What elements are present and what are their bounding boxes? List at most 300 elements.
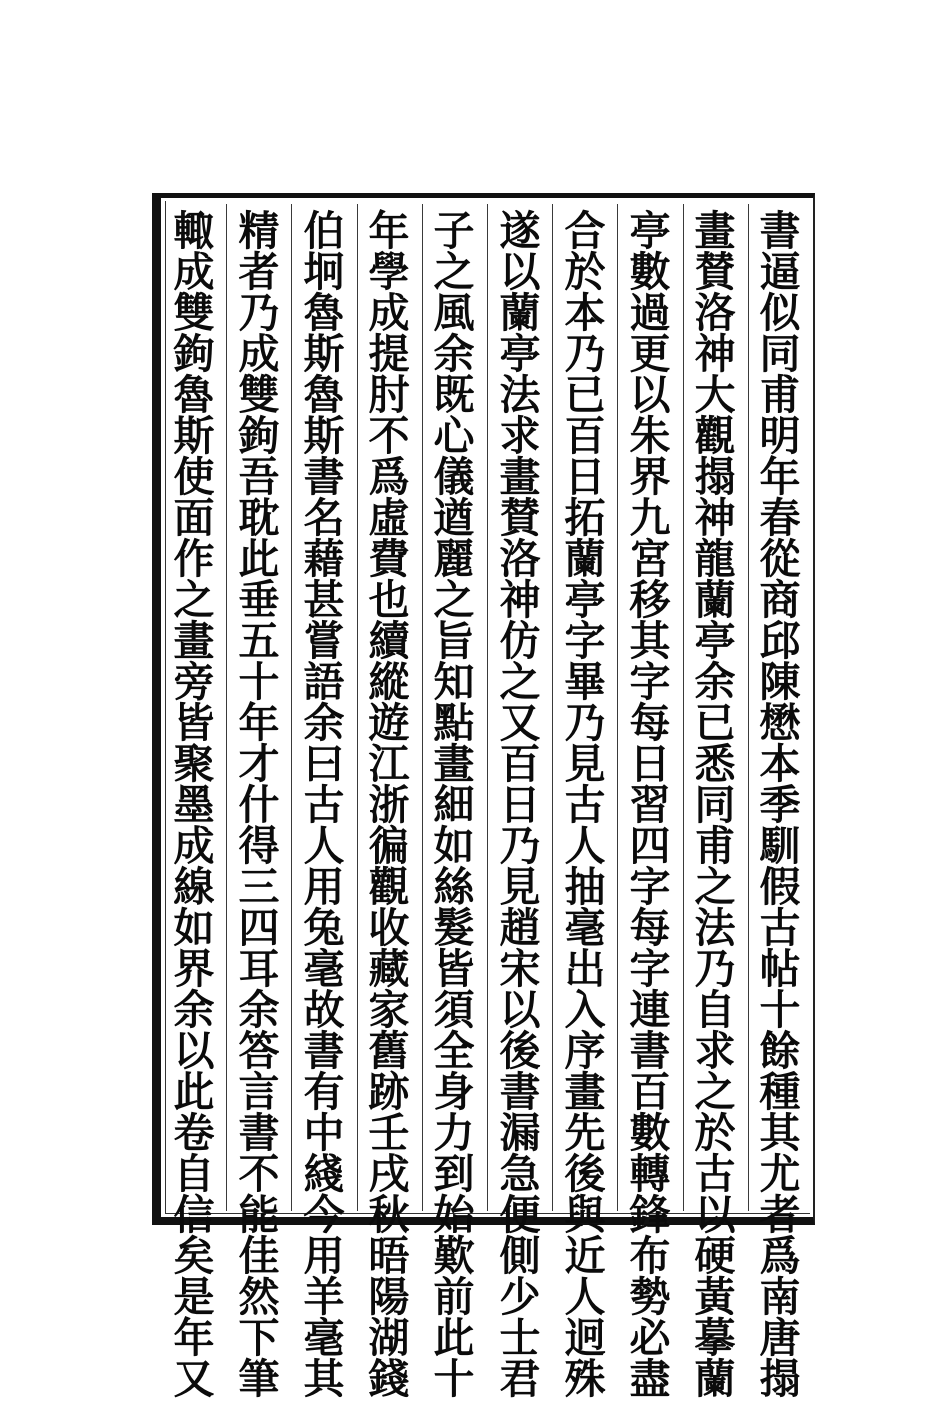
glyph: 四 bbox=[629, 822, 671, 870]
glyph: 麗 bbox=[433, 535, 475, 583]
glyph: 陳 bbox=[759, 658, 801, 706]
glyph: 少 bbox=[499, 1273, 541, 1321]
glyph: 字 bbox=[629, 658, 671, 706]
glyph: 遒 bbox=[433, 494, 475, 542]
glyph: 亭 bbox=[564, 576, 606, 624]
glyph: 其 bbox=[303, 1355, 345, 1403]
glyph: 賛 bbox=[499, 494, 541, 542]
glyph: 此 bbox=[433, 1314, 475, 1362]
glyph: 卷 bbox=[173, 1109, 215, 1157]
glyph: 之 bbox=[694, 1068, 736, 1116]
glyph: 人 bbox=[564, 822, 606, 870]
glyph: 斯 bbox=[303, 412, 345, 460]
glyph: 洛 bbox=[694, 289, 736, 337]
glyph: 急 bbox=[499, 1150, 541, 1198]
glyph: 界 bbox=[173, 945, 215, 993]
glyph: 便 bbox=[499, 1191, 541, 1239]
column-divider bbox=[683, 204, 684, 1211]
glyph: 乃 bbox=[238, 289, 280, 337]
glyph: 九 bbox=[629, 494, 671, 542]
glyph: 餘 bbox=[759, 1027, 801, 1075]
glyph: 亭 bbox=[694, 617, 736, 665]
glyph: 作 bbox=[173, 535, 215, 583]
glyph: 甚 bbox=[303, 576, 345, 624]
glyph: 前 bbox=[433, 1273, 475, 1321]
glyph: 余 bbox=[433, 330, 475, 378]
glyph: 錢 bbox=[368, 1355, 410, 1403]
glyph: 人 bbox=[564, 1273, 606, 1321]
glyph: 蘭 bbox=[694, 1355, 736, 1403]
glyph: 面 bbox=[173, 494, 215, 542]
glyph: 硬 bbox=[694, 1232, 736, 1280]
glyph: 法 bbox=[694, 904, 736, 952]
glyph: 神 bbox=[694, 330, 736, 378]
glyph: 使 bbox=[173, 453, 215, 501]
glyph: 同 bbox=[759, 330, 801, 378]
glyph: 也 bbox=[368, 576, 410, 624]
glyph: 以 bbox=[694, 1191, 736, 1239]
glyph: 此 bbox=[238, 535, 280, 583]
glyph: 用 bbox=[303, 1232, 345, 1280]
glyph: 藏 bbox=[368, 945, 410, 993]
glyph: 側 bbox=[499, 1232, 541, 1280]
glyph: 已 bbox=[694, 699, 736, 747]
glyph: 跡 bbox=[368, 1068, 410, 1116]
glyph: 畫 bbox=[433, 740, 475, 788]
glyph: 知 bbox=[433, 658, 475, 706]
glyph: 歎 bbox=[433, 1232, 475, 1280]
glyph: 觀 bbox=[368, 863, 410, 911]
glyph: 神 bbox=[694, 494, 736, 542]
glyph: 舊 bbox=[368, 1027, 410, 1075]
glyph: 亭 bbox=[499, 330, 541, 378]
glyph: 邱 bbox=[759, 617, 801, 665]
glyph: 更 bbox=[629, 330, 671, 378]
glyph: 須 bbox=[433, 986, 475, 1034]
glyph: 才 bbox=[238, 740, 280, 788]
glyph: 五 bbox=[238, 617, 280, 665]
glyph: 之 bbox=[694, 863, 736, 911]
glyph: 求 bbox=[694, 1027, 736, 1075]
glyph: 馴 bbox=[759, 822, 801, 870]
glyph: 余 bbox=[173, 986, 215, 1034]
glyph: 坰 bbox=[303, 248, 345, 296]
text-column-10 bbox=[167, 207, 221, 1403]
glyph: 日 bbox=[499, 781, 541, 829]
glyph: 於 bbox=[564, 248, 606, 296]
glyph: 羊 bbox=[303, 1273, 345, 1321]
glyph: 垂 bbox=[238, 576, 280, 624]
glyph: 百 bbox=[499, 740, 541, 788]
glyph: 提 bbox=[368, 330, 410, 378]
glyph: 大 bbox=[694, 371, 736, 419]
glyph: 合 bbox=[564, 207, 606, 255]
text-column-1 bbox=[753, 207, 807, 1403]
glyph: 字 bbox=[629, 945, 671, 993]
glyph: 宮 bbox=[629, 535, 671, 583]
glyph: 徧 bbox=[368, 822, 410, 870]
glyph: 吾 bbox=[238, 453, 280, 501]
glyph: 入 bbox=[564, 986, 606, 1034]
glyph: 輙 bbox=[173, 207, 215, 255]
glyph: 畫 bbox=[564, 1068, 606, 1116]
glyph: 畫 bbox=[499, 453, 541, 501]
glyph: 後 bbox=[499, 1027, 541, 1075]
glyph: 從 bbox=[759, 535, 801, 583]
glyph: 本 bbox=[759, 740, 801, 788]
glyph: 佳 bbox=[238, 1232, 280, 1280]
glyph: 以 bbox=[629, 371, 671, 419]
glyph: 髮 bbox=[433, 904, 475, 952]
glyph: 已 bbox=[564, 371, 606, 419]
glyph: 於 bbox=[694, 1109, 736, 1157]
glyph: 毫 bbox=[303, 1314, 345, 1362]
glyph: 言 bbox=[238, 1068, 280, 1116]
glyph: 書 bbox=[499, 1068, 541, 1116]
glyph: 鉤 bbox=[173, 330, 215, 378]
glyph: 古 bbox=[694, 1150, 736, 1198]
glyph: 懋 bbox=[759, 699, 801, 747]
glyph: 書 bbox=[629, 1027, 671, 1075]
glyph: 數 bbox=[629, 1109, 671, 1157]
glyph: 余 bbox=[694, 658, 736, 706]
glyph: 自 bbox=[694, 986, 736, 1034]
glyph: 伯 bbox=[303, 207, 345, 255]
glyph: 神 bbox=[499, 576, 541, 624]
glyph: 儀 bbox=[433, 453, 475, 501]
glyph: 書 bbox=[303, 453, 345, 501]
glyph: 界 bbox=[629, 453, 671, 501]
text-frame bbox=[152, 193, 815, 1403]
glyph: 兔 bbox=[303, 904, 345, 952]
glyph: 本 bbox=[564, 289, 606, 337]
glyph: 三 bbox=[238, 863, 280, 911]
glyph: 乃 bbox=[499, 822, 541, 870]
glyph: 湖 bbox=[368, 1314, 410, 1362]
text-column-8 bbox=[297, 207, 351, 1403]
text-column-2 bbox=[688, 207, 742, 1403]
glyph: 拓 bbox=[564, 494, 606, 542]
glyph: 搨 bbox=[694, 453, 736, 501]
glyph: 下 bbox=[238, 1314, 280, 1362]
glyph: 種 bbox=[759, 1068, 801, 1116]
glyph: 細 bbox=[433, 781, 475, 829]
glyph: 墨 bbox=[173, 781, 215, 829]
glyph: 蘭 bbox=[564, 535, 606, 583]
glyph: 似 bbox=[759, 289, 801, 337]
glyph: 商 bbox=[759, 576, 801, 624]
glyph: 皆 bbox=[173, 699, 215, 747]
glyph: 之 bbox=[433, 576, 475, 624]
glyph: 力 bbox=[433, 1109, 475, 1157]
glyph: 數 bbox=[629, 248, 671, 296]
glyph: 有 bbox=[303, 1068, 345, 1116]
column-divider bbox=[357, 204, 358, 1211]
glyph: 布 bbox=[629, 1232, 671, 1280]
glyph: 士 bbox=[499, 1314, 541, 1362]
glyph: 乃 bbox=[564, 699, 606, 747]
glyph: 習 bbox=[629, 781, 671, 829]
glyph: 以 bbox=[173, 1027, 215, 1075]
glyph: 今 bbox=[303, 1191, 345, 1239]
glyph: 尤 bbox=[759, 1150, 801, 1198]
glyph: 家 bbox=[368, 986, 410, 1034]
glyph: 毫 bbox=[303, 945, 345, 993]
glyph: 語 bbox=[303, 658, 345, 706]
glyph: 移 bbox=[629, 576, 671, 624]
glyph: 乃 bbox=[564, 330, 606, 378]
glyph: 人 bbox=[303, 822, 345, 870]
glyph: 春 bbox=[759, 494, 801, 542]
glyph: 蘭 bbox=[499, 289, 541, 337]
glyph: 與 bbox=[564, 1191, 606, 1239]
glyph: 得 bbox=[238, 822, 280, 870]
glyph: 字 bbox=[629, 863, 671, 911]
glyph: 之 bbox=[173, 576, 215, 624]
glyph: 先 bbox=[564, 1109, 606, 1157]
glyph: 十 bbox=[238, 658, 280, 706]
glyph: 魯 bbox=[173, 371, 215, 419]
glyph: 費 bbox=[368, 535, 410, 583]
glyph: 十 bbox=[433, 1355, 475, 1403]
glyph: 魯 bbox=[303, 289, 345, 337]
text-column-7 bbox=[362, 207, 416, 1403]
column-divider bbox=[226, 204, 227, 1211]
column-divider bbox=[422, 204, 423, 1211]
glyph: 君 bbox=[499, 1355, 541, 1403]
glyph: 綫 bbox=[303, 1150, 345, 1198]
glyph: 收 bbox=[368, 904, 410, 952]
column-divider bbox=[617, 204, 618, 1211]
glyph: 畫 bbox=[694, 207, 736, 255]
glyph: 逼 bbox=[759, 248, 801, 296]
glyph: 抽 bbox=[564, 863, 606, 911]
glyph: 殊 bbox=[564, 1355, 606, 1403]
text-column-4 bbox=[558, 207, 612, 1403]
glyph: 信 bbox=[173, 1191, 215, 1239]
glyph: 序 bbox=[564, 1027, 606, 1075]
glyph: 轉 bbox=[629, 1150, 671, 1198]
glyph: 到 bbox=[433, 1150, 475, 1198]
glyph: 必 bbox=[629, 1314, 671, 1362]
glyph: 耽 bbox=[238, 494, 280, 542]
glyph: 賛 bbox=[694, 248, 736, 296]
glyph: 風 bbox=[433, 289, 475, 337]
glyph: 畢 bbox=[564, 658, 606, 706]
glyph: 亭 bbox=[629, 207, 671, 255]
glyph: 又 bbox=[173, 1355, 215, 1403]
glyph: 陽 bbox=[368, 1273, 410, 1321]
glyph: 觀 bbox=[694, 412, 736, 460]
glyph: 勢 bbox=[629, 1273, 671, 1321]
glyph: 仿 bbox=[499, 617, 541, 665]
glyph: 其 bbox=[759, 1109, 801, 1157]
glyph: 出 bbox=[564, 945, 606, 993]
glyph: 線 bbox=[173, 863, 215, 911]
glyph: 漏 bbox=[499, 1109, 541, 1157]
glyph: 嘗 bbox=[303, 617, 345, 665]
glyph: 以 bbox=[499, 986, 541, 1034]
glyph: 余 bbox=[303, 699, 345, 747]
glyph: 然 bbox=[238, 1273, 280, 1321]
glyph: 江 bbox=[368, 740, 410, 788]
glyph: 答 bbox=[238, 1027, 280, 1075]
glyph: 朱 bbox=[629, 412, 671, 460]
glyph: 四 bbox=[238, 904, 280, 952]
glyph: 雙 bbox=[238, 371, 280, 419]
glyph: 盡 bbox=[629, 1355, 671, 1403]
glyph: 字 bbox=[564, 617, 606, 665]
glyph: 成 bbox=[173, 248, 215, 296]
glyph: 始 bbox=[433, 1191, 475, 1239]
text-column-9 bbox=[232, 207, 286, 1403]
glyph: 同 bbox=[694, 781, 736, 829]
glyph: 唐 bbox=[759, 1314, 801, 1362]
glyph: 筆 bbox=[238, 1355, 280, 1403]
glyph: 不 bbox=[238, 1150, 280, 1198]
glyph: 縱 bbox=[368, 658, 410, 706]
glyph: 成 bbox=[368, 289, 410, 337]
glyph: 全 bbox=[433, 1027, 475, 1075]
glyph: 畫 bbox=[173, 617, 215, 665]
glyph: 不 bbox=[368, 412, 410, 460]
glyph: 書 bbox=[238, 1109, 280, 1157]
glyph: 中 bbox=[303, 1109, 345, 1157]
glyph: 浙 bbox=[368, 781, 410, 829]
glyph: 百 bbox=[629, 1068, 671, 1116]
glyph: 近 bbox=[564, 1232, 606, 1280]
glyph: 是 bbox=[173, 1273, 215, 1321]
glyph: 季 bbox=[759, 781, 801, 829]
glyph: 者 bbox=[238, 248, 280, 296]
glyph: 如 bbox=[433, 822, 475, 870]
glyph: 皆 bbox=[433, 945, 475, 993]
glyph: 年 bbox=[368, 207, 410, 255]
glyph: 成 bbox=[238, 330, 280, 378]
glyph: 古 bbox=[759, 904, 801, 952]
glyph: 者 bbox=[759, 1191, 801, 1239]
glyph: 之 bbox=[433, 248, 475, 296]
glyph: 日 bbox=[564, 453, 606, 501]
glyph: 帖 bbox=[759, 945, 801, 993]
glyph: 魯 bbox=[303, 371, 345, 419]
glyph: 心 bbox=[433, 412, 475, 460]
glyph: 之 bbox=[499, 658, 541, 706]
glyph: 悉 bbox=[694, 740, 736, 788]
glyph: 以 bbox=[499, 248, 541, 296]
glyph: 乃 bbox=[694, 945, 736, 993]
glyph: 十 bbox=[759, 986, 801, 1034]
glyph: 鋒 bbox=[629, 1191, 671, 1239]
glyph: 黃 bbox=[694, 1273, 736, 1321]
text-column-3 bbox=[623, 207, 677, 1403]
glyph: 聚 bbox=[173, 740, 215, 788]
glyph: 過 bbox=[629, 289, 671, 337]
glyph: 爲 bbox=[368, 453, 410, 501]
text-column-6 bbox=[427, 207, 481, 1403]
glyph: 精 bbox=[238, 207, 280, 255]
glyph: 假 bbox=[759, 863, 801, 911]
glyph: 法 bbox=[499, 371, 541, 419]
glyph: 余 bbox=[238, 986, 280, 1034]
text-columns bbox=[161, 198, 813, 1403]
glyph: 洛 bbox=[499, 535, 541, 583]
glyph: 鉤 bbox=[238, 412, 280, 460]
glyph: 什 bbox=[238, 781, 280, 829]
glyph: 書 bbox=[759, 207, 801, 255]
glyph: 肘 bbox=[368, 371, 410, 419]
glyph: 其 bbox=[629, 617, 671, 665]
glyph: 學 bbox=[368, 248, 410, 296]
glyph: 見 bbox=[564, 740, 606, 788]
column-divider bbox=[487, 204, 488, 1211]
glyph: 又 bbox=[499, 699, 541, 747]
glyph: 甫 bbox=[759, 371, 801, 419]
glyph: 南 bbox=[759, 1273, 801, 1321]
glyph: 秋 bbox=[368, 1191, 410, 1239]
glyph: 斯 bbox=[303, 330, 345, 378]
glyph: 成 bbox=[173, 822, 215, 870]
glyph: 年 bbox=[759, 453, 801, 501]
glyph: 龍 bbox=[694, 535, 736, 583]
glyph: 古 bbox=[564, 781, 606, 829]
glyph: 曰 bbox=[303, 740, 345, 788]
glyph: 虛 bbox=[368, 494, 410, 542]
glyph: 搨 bbox=[759, 1355, 801, 1403]
glyph: 斯 bbox=[173, 412, 215, 460]
column-divider bbox=[552, 204, 553, 1211]
glyph: 此 bbox=[173, 1068, 215, 1116]
glyph: 古 bbox=[303, 781, 345, 829]
glyph: 宋 bbox=[499, 945, 541, 993]
glyph: 旨 bbox=[433, 617, 475, 665]
glyph: 點 bbox=[433, 699, 475, 747]
column-divider bbox=[748, 204, 749, 1211]
glyph: 戌 bbox=[368, 1150, 410, 1198]
glyph: 晤 bbox=[368, 1232, 410, 1280]
glyph: 後 bbox=[564, 1150, 606, 1198]
glyph: 百 bbox=[564, 412, 606, 460]
glyph: 遊 bbox=[368, 699, 410, 747]
glyph: 子 bbox=[433, 207, 475, 255]
glyph: 每 bbox=[629, 904, 671, 952]
glyph: 趙 bbox=[499, 904, 541, 952]
glyph: 書 bbox=[303, 1027, 345, 1075]
glyph: 自 bbox=[173, 1150, 215, 1198]
glyph: 故 bbox=[303, 986, 345, 1034]
glyph: 旁 bbox=[173, 658, 215, 706]
glyph: 蘭 bbox=[694, 576, 736, 624]
glyph: 年 bbox=[173, 1314, 215, 1362]
glyph: 爲 bbox=[759, 1232, 801, 1280]
glyph: 遂 bbox=[499, 207, 541, 255]
glyph: 見 bbox=[499, 863, 541, 911]
glyph: 日 bbox=[629, 740, 671, 788]
glyph: 身 bbox=[433, 1068, 475, 1116]
glyph: 如 bbox=[173, 904, 215, 952]
glyph: 藉 bbox=[303, 535, 345, 583]
glyph: 既 bbox=[433, 371, 475, 419]
glyph: 能 bbox=[238, 1191, 280, 1239]
glyph: 年 bbox=[238, 699, 280, 747]
glyph: 耳 bbox=[238, 945, 280, 993]
text-column-5 bbox=[493, 207, 547, 1403]
glyph: 連 bbox=[629, 986, 671, 1034]
glyph: 絲 bbox=[433, 863, 475, 911]
glyph: 毫 bbox=[564, 904, 606, 952]
glyph: 矣 bbox=[173, 1232, 215, 1280]
glyph: 壬 bbox=[368, 1109, 410, 1157]
